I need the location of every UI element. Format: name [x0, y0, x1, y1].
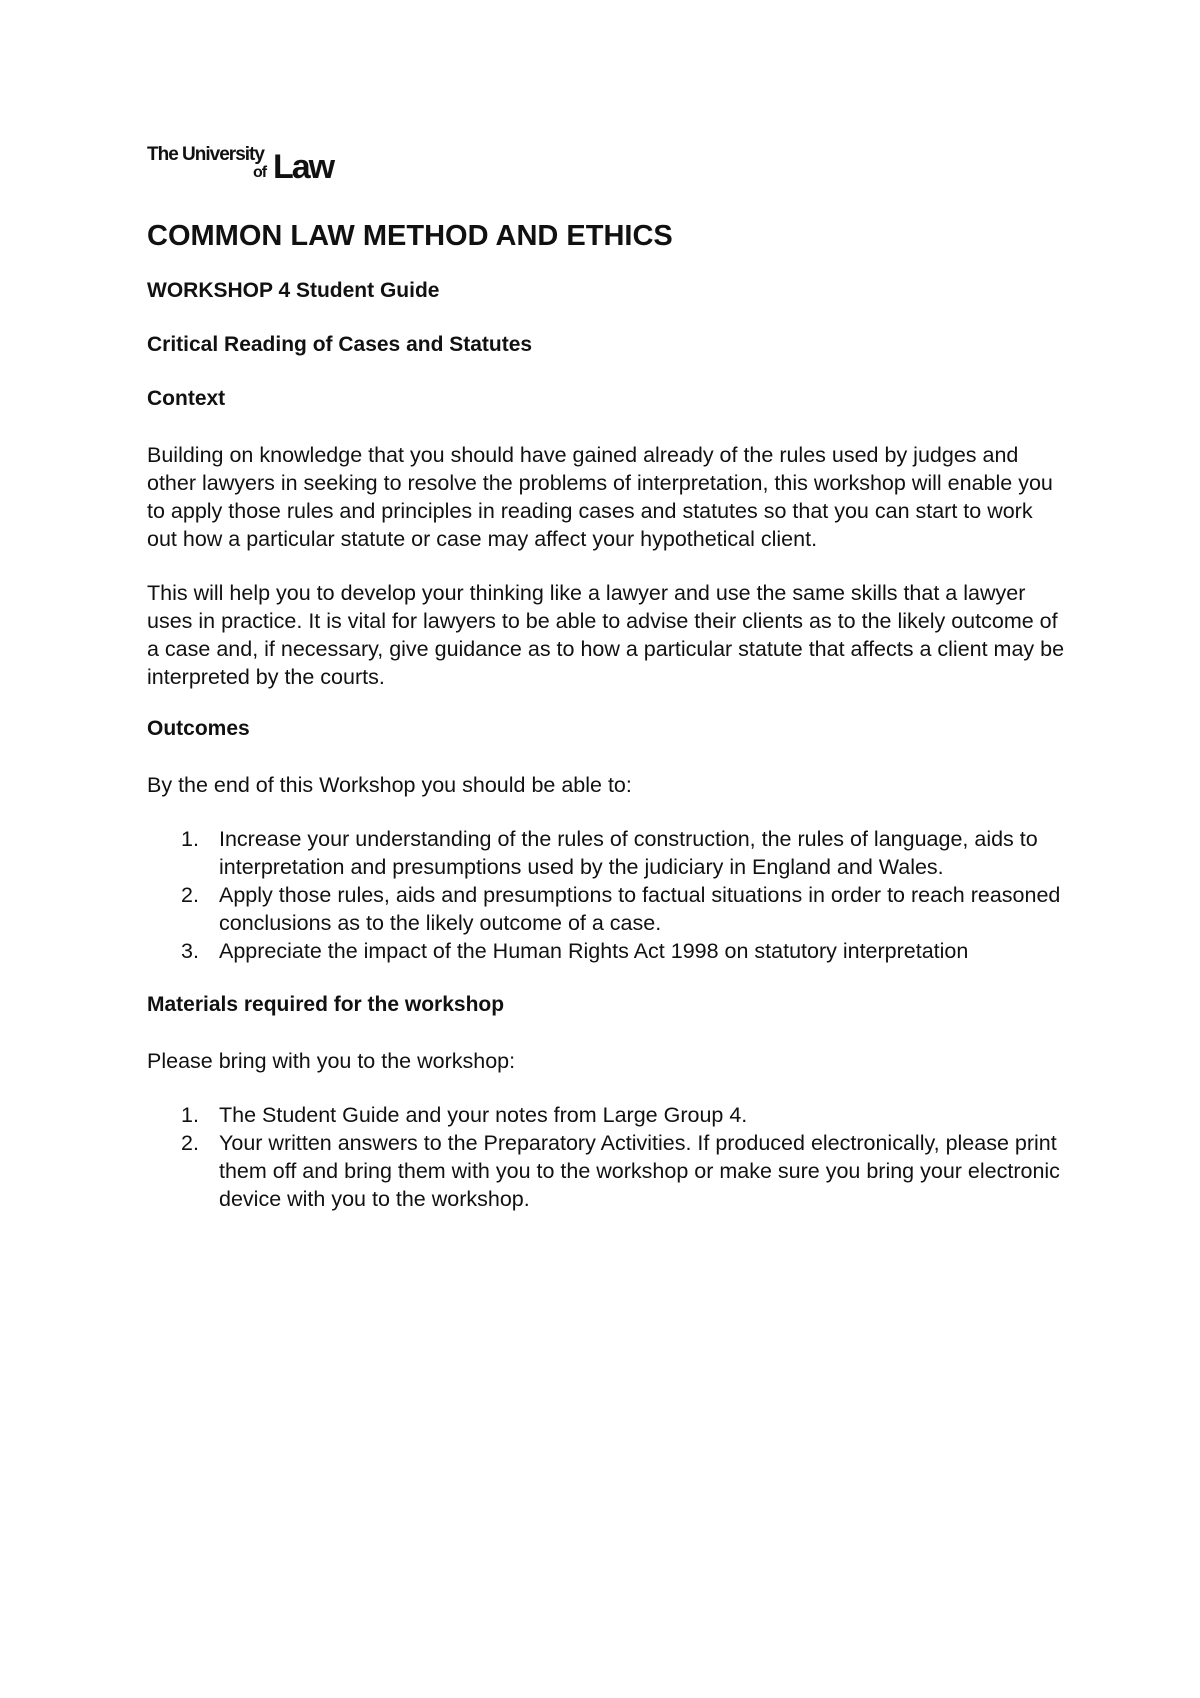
- context-heading: Context: [147, 387, 226, 410]
- materials-heading: Materials required for the workshop: [147, 993, 505, 1016]
- materials-list: [147, 1101, 1067, 1213]
- list-item-text: Appreciate the impact of the Human Rights Act 1998 on statutory interpretation: [219, 939, 969, 963]
- list-item-number: 1.: [181, 827, 199, 851]
- context-paragraph: This will help you to develop your thinking like a lawyer and use the same skills that a lawyer uses in practice. It is vital for lawyers to be able to advise their clients as to the likely outcome of a case and, if necessary, give guidance as to how a particular statute that affects a client may be interpreted by the courts.: [147, 581, 1065, 689]
- list-item: [147, 937, 1067, 965]
- list-item: [147, 1101, 1067, 1129]
- logo-text-of: of: [253, 164, 267, 181]
- list-item-number: 2.: [181, 883, 199, 907]
- list-item-number: 3.: [181, 939, 199, 963]
- outcomes-list: [147, 825, 1067, 965]
- list-item-text: Increase your understanding of the rules of construction, the rules of language, aids to interpretation and presumptions used by the judiciary in England and Wales.: [219, 827, 1038, 879]
- list-item-text: Your written answers to the Preparatory Activities. If produced electronically, please print them off and bring them with you to the workshop or make sure you bring your electronic device with you to the workshop.: [219, 1131, 1060, 1211]
- outcomes-heading: Outcomes: [147, 717, 250, 740]
- list-item-text: Apply those rules, aids and presumptions to factual situations in order to reach reasoned conclusions as to the likely outcome of a case.: [219, 883, 1061, 935]
- document-title: COMMON LAW METHOD AND ETHICS: [147, 220, 673, 252]
- context-paragraph: Building on knowledge that you should have gained already of the rules used by judges and other lawyers in seeking to resolve the problems of interpretation, this workshop will enable you to apply those rules and principles in reading cases and statutes so that you can start to work out how a particular statute or case may affect your hypothetical client.: [147, 443, 1053, 551]
- outcomes-intro: By the end of this Workshop you should be able to:: [147, 773, 632, 797]
- university-logo: [147, 140, 367, 184]
- list-item-number: 2.: [181, 1131, 199, 1155]
- list-item: [147, 881, 1067, 937]
- workshop-heading: WORKSHOP 4 Student Guide: [147, 279, 440, 302]
- document-content: [147, 140, 1067, 1241]
- section-heading: Critical Reading of Cases and Statutes: [147, 333, 533, 356]
- materials-intro: Please bring with you to the workshop:: [147, 1049, 516, 1073]
- list-item-number: 1.: [181, 1103, 199, 1127]
- list-item-text: The Student Guide and your notes from Large Group 4.: [219, 1103, 748, 1127]
- logo-text-line1: The University: [147, 144, 264, 165]
- list-item: [147, 825, 1067, 881]
- logo-text-law: Law: [273, 148, 334, 186]
- list-item: [147, 1129, 1067, 1213]
